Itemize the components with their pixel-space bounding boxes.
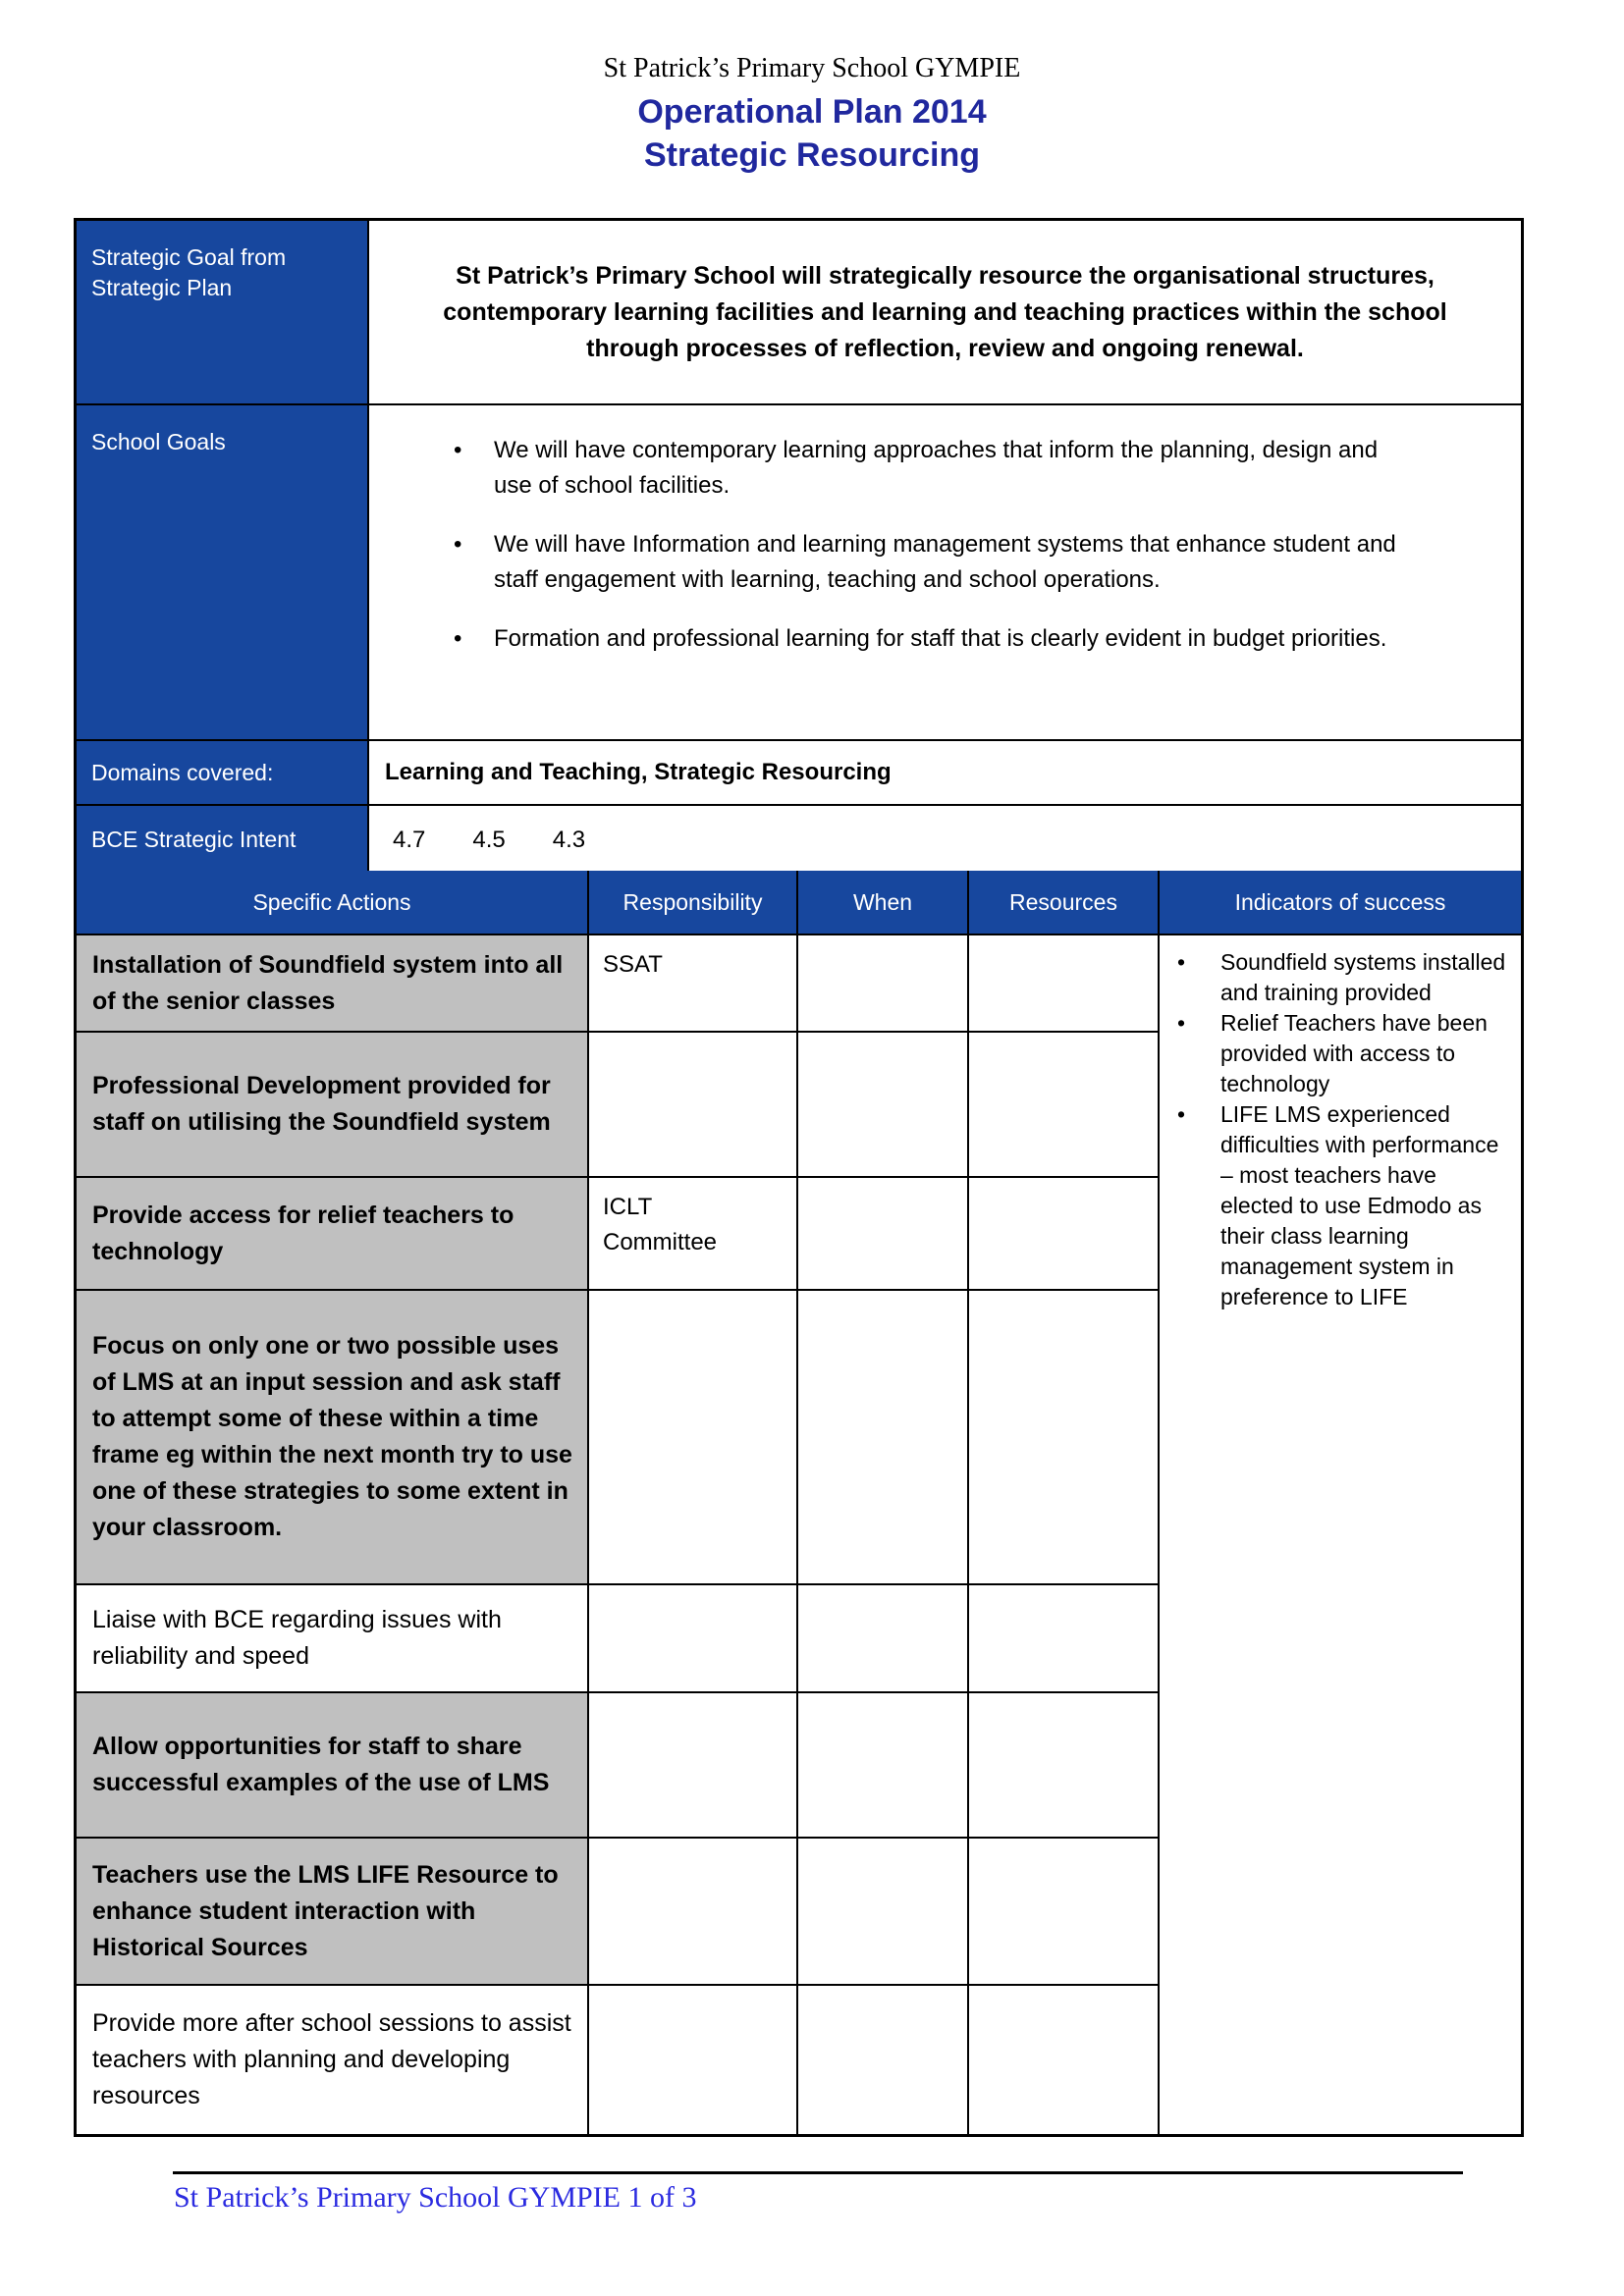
bce-intent-label-cell: BCE Strategic Intent bbox=[77, 806, 369, 874]
when-cell bbox=[798, 1986, 969, 2134]
bce-value: 4.7 bbox=[393, 826, 426, 853]
when-cell bbox=[798, 1839, 969, 1986]
page-heading-school: St Patrick’s Primary School GYMPIE bbox=[603, 53, 1021, 83]
responsibility-cell bbox=[589, 1291, 798, 1585]
responsibility-cell bbox=[589, 1585, 798, 1693]
school-goal-item bbox=[369, 621, 1521, 657]
column-header-responsibility: Responsibility bbox=[589, 871, 798, 935]
actions-table bbox=[74, 871, 1524, 2137]
indicator-item bbox=[1177, 947, 1515, 1008]
footer-page-label: St Patrick’s Primary School GYMPIE 1 of 3 bbox=[174, 2181, 697, 2214]
school-goal-text: Formation and professional learning for staff that is clearly evident in budget priorities. bbox=[494, 625, 1387, 652]
page-heading-subtitle: Strategic Resourcing bbox=[644, 136, 980, 174]
action-cell: Focus on only one or two possible uses of LMS at an input session and ask staff to attempt some of these within a time frame eg within the next month try to use one of these strategies to some extent in your classroom. bbox=[77, 1291, 589, 1585]
strategic-goal-cell bbox=[369, 221, 1521, 405]
action-cell: Liaise with BCE regarding issues with reliability and speed bbox=[77, 1585, 589, 1693]
domains-label-cell: Domains covered: bbox=[77, 741, 369, 806]
when-cell bbox=[798, 1585, 969, 1693]
resources-cell bbox=[969, 1178, 1160, 1291]
when-cell bbox=[798, 1693, 969, 1839]
indicators-cell bbox=[1160, 935, 1521, 2134]
resources-cell bbox=[969, 1033, 1160, 1178]
action-cell: Allow opportunities for staff to share successful examples of the use of LMS bbox=[77, 1693, 589, 1839]
bce-value: 4.3 bbox=[552, 826, 586, 853]
when-cell bbox=[798, 1178, 969, 1291]
resources-cell bbox=[969, 1291, 1160, 1585]
strategic-goal-label-cell: Strategic Goal from Strategic Plan bbox=[77, 221, 369, 405]
school-goal-text: We will have Information and learning management systems that enhance student and staff engagement with learning, teaching and school operations. bbox=[494, 531, 1396, 593]
responsibility-cell: SSAT bbox=[589, 935, 798, 1033]
responsibility-cell bbox=[589, 1839, 798, 1986]
action-cell: Provide access for relief teachers to technology bbox=[77, 1178, 589, 1291]
indicator-item bbox=[1177, 1099, 1515, 1312]
responsibility-cell bbox=[589, 1033, 798, 1178]
action-cell: Teachers use the LMS LIFE Resource to enhance student interaction with Historical Sources bbox=[77, 1839, 589, 1986]
bce-value: 4.5 bbox=[472, 826, 506, 853]
footer-divider-line bbox=[173, 2171, 1463, 2174]
plan-summary-table bbox=[74, 218, 1524, 877]
school-goals-label-cell: School Goals bbox=[77, 405, 369, 741]
indicator-item bbox=[1177, 1008, 1515, 1099]
domains-value-cell: Learning and Teaching, Strategic Resourcing bbox=[369, 741, 1521, 806]
bce-intent-values-cell bbox=[369, 806, 1521, 874]
strategic-goal-text: St Patrick’s Primary School will strategically resource the organisational structures, contemporary learning facilities and learning and teaching practices within the school through processes of reflection, review and ongoing renewal. bbox=[443, 261, 1447, 362]
bullet-icon: • bbox=[1177, 1010, 1186, 1036]
resources-cell bbox=[969, 1693, 1160, 1839]
resources-cell bbox=[969, 1986, 1160, 2134]
indicator-text: LIFE LMS experienced difficulties with performance – most teachers have elected to use Edmodo as their class learning management system in preference to LIFE bbox=[1220, 1101, 1499, 1309]
when-cell bbox=[798, 1291, 969, 1585]
column-header-specific-actions: Specific Actions bbox=[77, 871, 589, 935]
bullet-icon: • bbox=[454, 625, 462, 652]
page-heading-title: Operational Plan 2014 bbox=[637, 93, 987, 131]
indicator-text: Relief Teachers have been provided with access to technology bbox=[1220, 1010, 1488, 1096]
bullet-icon: • bbox=[1177, 949, 1186, 975]
action-cell: Professional Development provided for staff on utilising the Soundfield system bbox=[77, 1033, 589, 1178]
responsibility-cell bbox=[589, 1986, 798, 2134]
bullet-icon: • bbox=[454, 437, 462, 463]
indicator-text: Soundfield systems installed and training provided bbox=[1220, 949, 1506, 1005]
when-cell bbox=[798, 935, 969, 1033]
resources-cell bbox=[969, 1585, 1160, 1693]
column-header-when: When bbox=[798, 871, 969, 935]
column-header-indicators: Indicators of success bbox=[1160, 871, 1521, 935]
column-header-resources: Resources bbox=[969, 871, 1160, 935]
bullet-icon: • bbox=[454, 531, 462, 558]
bullet-icon: • bbox=[1177, 1101, 1186, 1127]
resources-cell bbox=[969, 935, 1160, 1033]
school-goal-text: We will have contemporary learning approaches that inform the planning, design and use of school facilities. bbox=[494, 437, 1379, 499]
resources-cell bbox=[969, 1839, 1160, 1986]
school-goals-cell bbox=[369, 405, 1521, 741]
action-cell: Provide more after school sessions to assist teachers with planning and developing resources bbox=[77, 1986, 589, 2134]
responsibility-cell: ICLT Committee bbox=[589, 1178, 798, 1291]
responsibility-cell bbox=[589, 1693, 798, 1839]
school-goal-item bbox=[369, 433, 1521, 504]
school-goal-item bbox=[369, 527, 1521, 598]
when-cell bbox=[798, 1033, 969, 1178]
action-cell: Installation of Soundfield system into all of the senior classes bbox=[77, 935, 589, 1033]
